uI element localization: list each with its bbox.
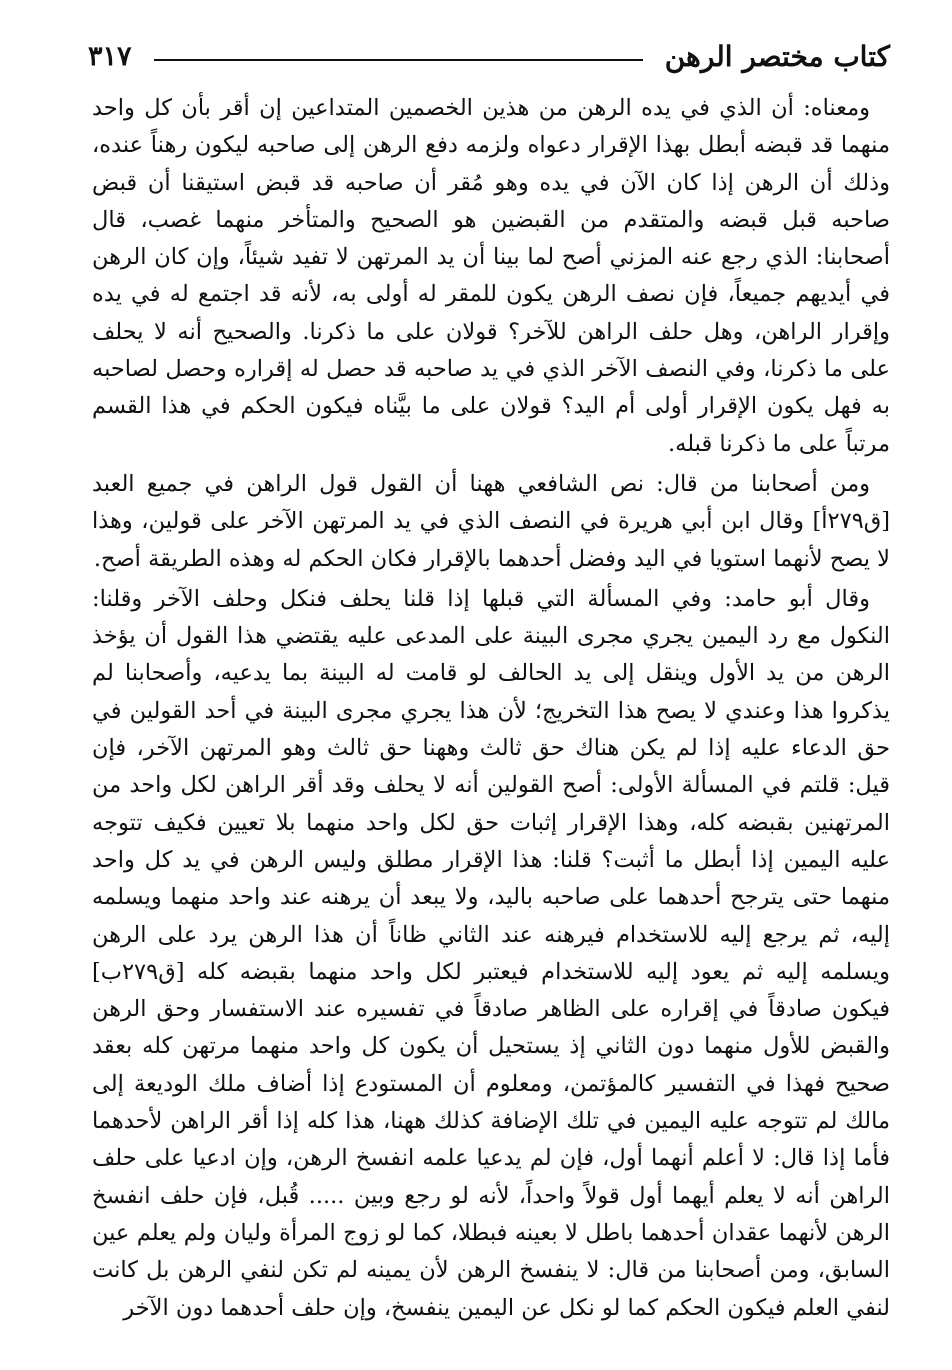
header-rule [154,59,643,61]
page-body [92,90,890,1327]
paragraph-1: ومعناه: أن الذي في يده الرهن من هذين الخصمين المتداعين إن أقر بأن كل واحد منهما قد قبضه أبطل بهذا الإقرار دعواه ولزمه دفع الرهن إلى صاحبه ليكون رهناً عنده، وذلك أن الرهن إذا كان الآن في يده وهو مُقر أن صاحبه قد قبض استيقنا أن قبض صاحبه قبل قبضه والمتقدم من القبضين هو الصحيح والمتأخر منهما غصب، قال أصحابنا: الذي رجع عنه المزني أصح لما بينا أن يد المرتهن لا تفيد شيئاً، وإن كان الرهن في أيديهم جميعاً، فإن نصف الرهن يكون للمقر له أولى به، لأنه قد اجتمع له في يده وإقرار الراهن، وهل حلف الراهن للآخر؟ قولان على ما ذكرنا. والصحيح أنه لا يحلف على ما ذكرنا، وفي النصف الآخر الذي في يد صاحبه قد حصل له إقراره وحصل لصاحبه به فهل يكون الإقرار أولى أم اليد؟ قولان على ما بيَّناه فيكون الحكم في هذا القسم مرتباً على ما ذكرنا قبله. [92,95,890,457]
paragraph-3: وقال أبو حامد: وفي المسألة التي قبلها إذا قلنا يحلف فنكل وحلف الآخر وقلنا: النكول مع رد اليمين يجري مجرى البينة على المدعى عليه يقتضي هذا القول أن يؤخذ الرهن من يد الأول وينقل إلى يد الحالف لو قامت له البينة بما يدعيه، وأصحابنا لم يذكروا هذا وعندي لا يصح هذا التخريج؛ لأن هذا يجري مجرى البينة في أحد القولين في حق الدعاء عليه إذا لم يكن هناك حق ثالث وههنا حق ثالث وهو المرتهن الآخر، فإن قيل: قلتم في المسألة الأولى: أصح القولين أنه لا يحلف وقد أقر الراهن لكل واحد من المرتهنين بقبضه كله، وهذا الإقرار إثبات حق لكل واحد منهما بلا تعيين فكيف تتوجه عليه اليمين إذا أبطل ما أثبت؟ قلنا: هذا الإقرار مطلق وليس الرهن في يد كل واحد منهما حتى يترجح أحدهما على صاحبه باليد، ولا يبعد أن يرهنه عند واحد منهما ويسلمه إليه، ثم يرجع إليه للاستخدام فيرهنه عند الثاني ظاناً أن هذا الرهن يرد على الرهن ويسلمه إليه ثم يعود إليه للاستخدام فيعتبر لكل واحد منهما بقبضه كله [ق٢٧٩ب] فيكون صادقاً في إقراره على الظاهر صادقاً في تفسيره عند الاستفسار وحق الرهن والقبض للأول منهما دون الثاني إذ يستحيل أن يكون كل واحد منهما مرتهن كله بعقد صحيح فهذا في التفسير كالمؤتمن، ومعلوم أن المستودع إذا أضاف ملك الوديعة إلى مالك لم تتوجه عليه اليمين في تلك الإضافة كذلك ههنا، هذا كله إذا أقر الراهن لأحدهما فأما إذا قال: لا أعلم أنهما أول، فإن لم يدعيا علمه انفسخ الرهن، وإن ادعيا على حلف الراهن أنه لا يعلم أيهما أول قولاً واحداً، لأنه لو رجع وبين ..... قُبل، فإن حلف انفسخ الرهن لأنهما عقدان أحدهما باطل لا بعينه فبطلا، كما لو زوج المرأة وليان ولم يعلم عين السابق، ومن أصحابنا من قال: لا ينفسخ الرهن لأن يمينه لم تكن لنفي الرهن بل كانت لنفي العلم فيكون الحكم كما لو نكل عن اليمين ينفسخ، وإن حلف أحدهما دون الآخر [92,585,890,1321]
page-header [88,34,890,78]
page-number: ٣١٧ [88,40,132,72]
running-title: كتاب مختصر الرهن [664,39,890,73]
paragraph-2: ومن أصحابنا من قال: نص الشافعي ههنا أن القول قول الراهن في جميع العبد [ق٢٧٩أ] وقال ابن أبي هريرة في النصف الذي في يد المرتهن الآخر على قولين، وهذا لا يصح لأنهما استويا في اليد وفضل أحدهما بالإقرار فكان الحكم له وهذه الطريقة أصح. [92,470,890,572]
